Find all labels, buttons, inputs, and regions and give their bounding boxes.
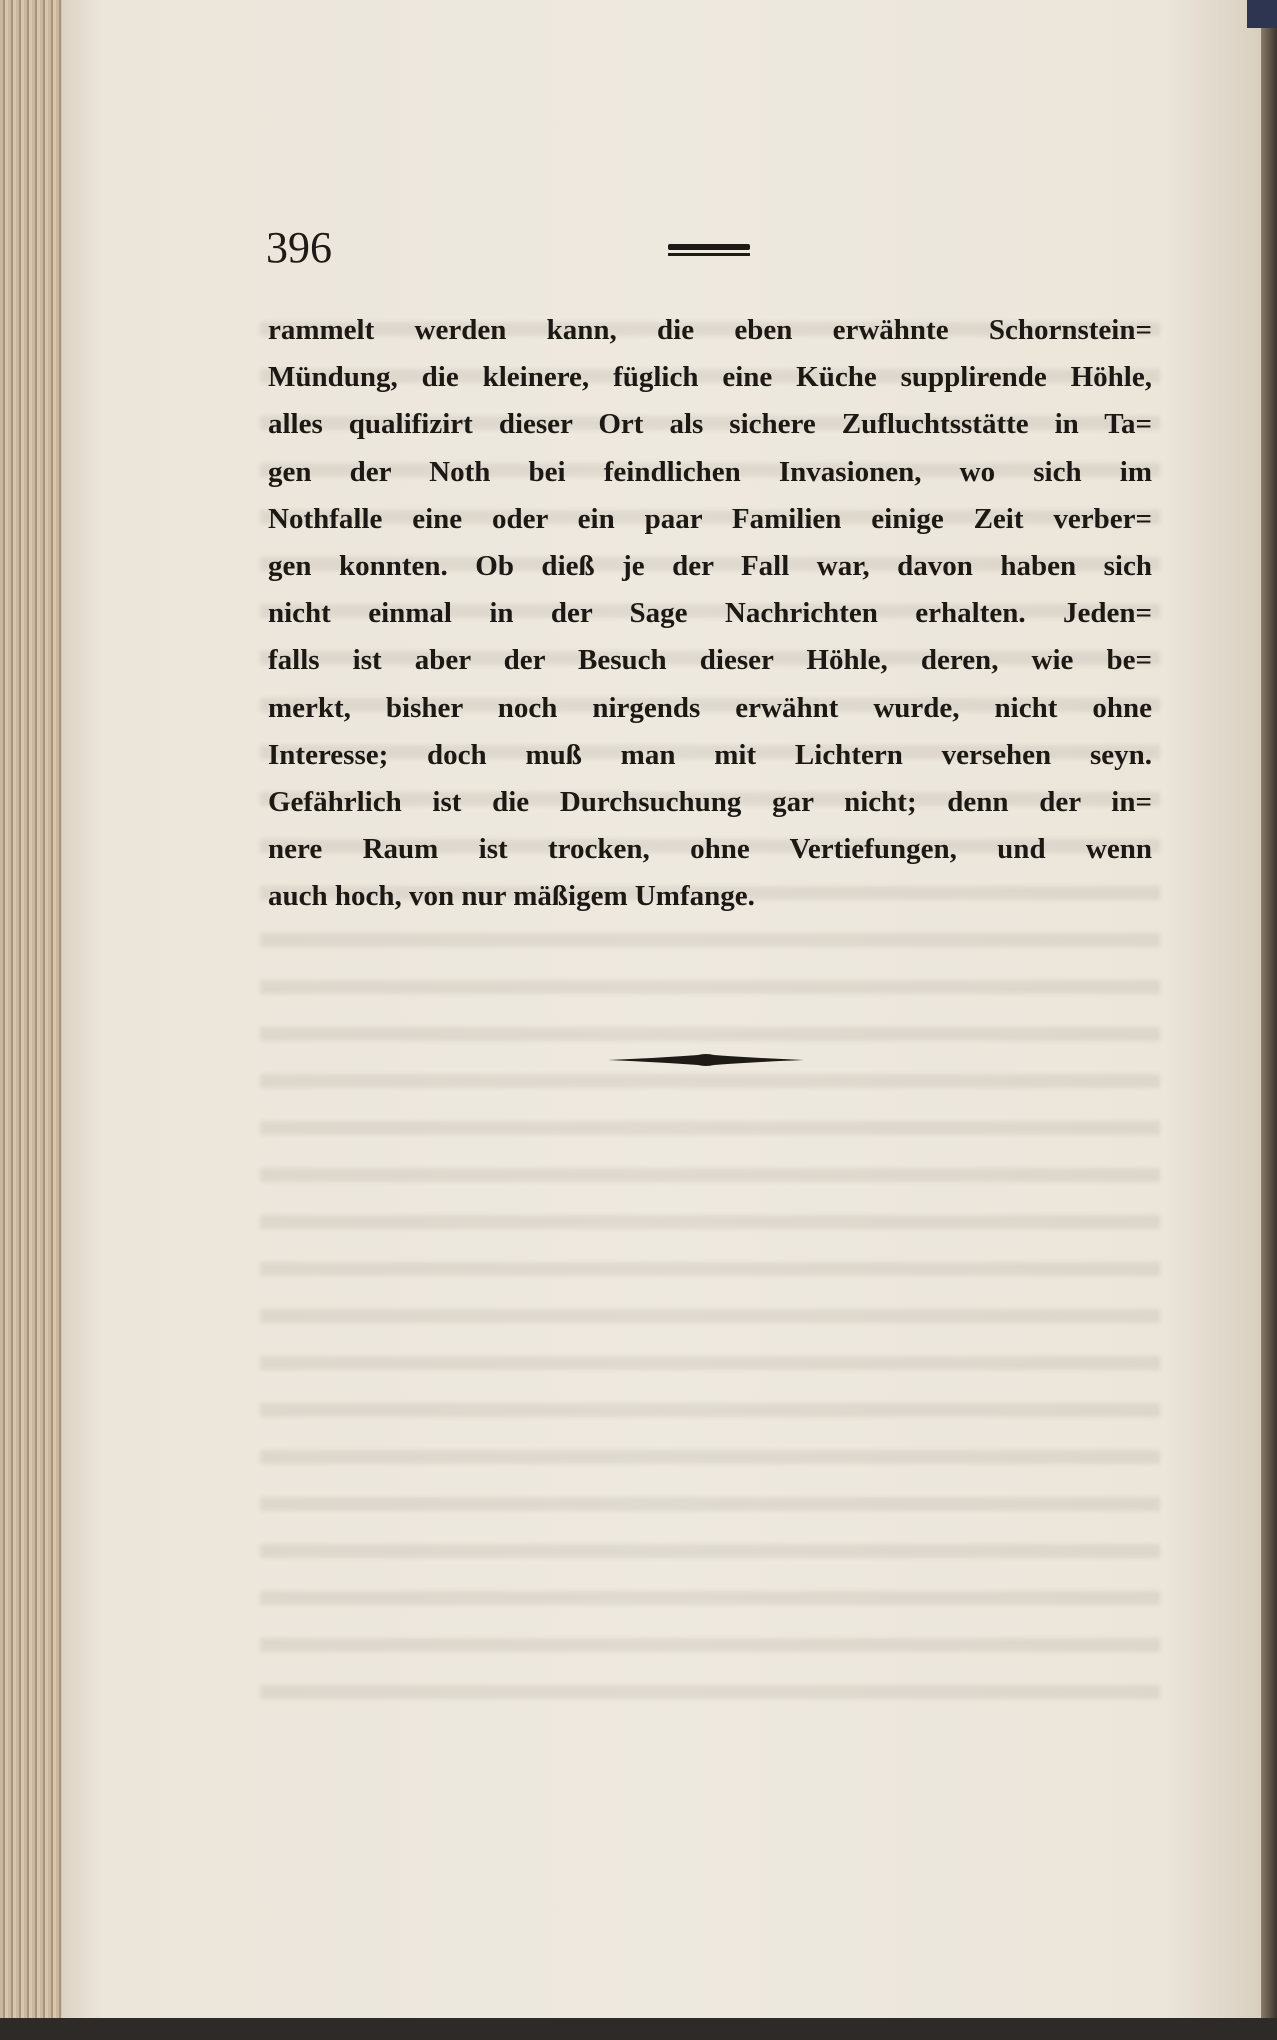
book-cover-edge (1261, 0, 1277, 2040)
text-line: nicht einmal in der Sage Nachrichten erhalten. Jeden= (268, 597, 1152, 630)
text-line: falls ist aber der Besuch dieser Höhle, deren, wie be= (268, 644, 1152, 677)
end-ornament-icon (608, 1052, 804, 1068)
text-line: Mündung, die kleinere, füglich eine Küche supplirende Höhle, (268, 361, 1152, 394)
text-line: Nothfalle eine oder ein paar Familien einige Zeit verber= (268, 502, 1152, 535)
text-line: Gefährlich ist die Durchsuchung gar nicht; denn der in= (268, 785, 1152, 818)
page-stack-edge (0, 0, 70, 2040)
scan-background (0, 2018, 1277, 2040)
text-line: gen der Noth bei feindlichen Invasionen, wo sich im (268, 455, 1152, 488)
text-line: Interesse; doch muß man mit Lichtern versehen seyn. (268, 738, 1152, 771)
text-line: merkt, bisher noch nirgends erwähnt wurde, nicht ohne (268, 691, 1152, 724)
body-text (268, 307, 1152, 920)
text-line: rammelt werden kann, die eben erwähnte Schornstein= (268, 314, 1152, 346)
text-line: auch hoch, von nur mäßigem Umfange. (268, 880, 755, 913)
header-double-rule (668, 244, 750, 256)
cover-corner (1247, 0, 1277, 28)
text-line: gen konnten. Ob dieß je der Fall war, davon haben sich (268, 549, 1152, 582)
text-line: nere Raum ist trocken, ohne Vertiefungen, und wenn (268, 833, 1152, 866)
text-line: alles qualifizirt dieser Ort als sichere Zufluchtsstätte in Ta= (268, 408, 1152, 441)
page-number: 396 (266, 223, 332, 272)
